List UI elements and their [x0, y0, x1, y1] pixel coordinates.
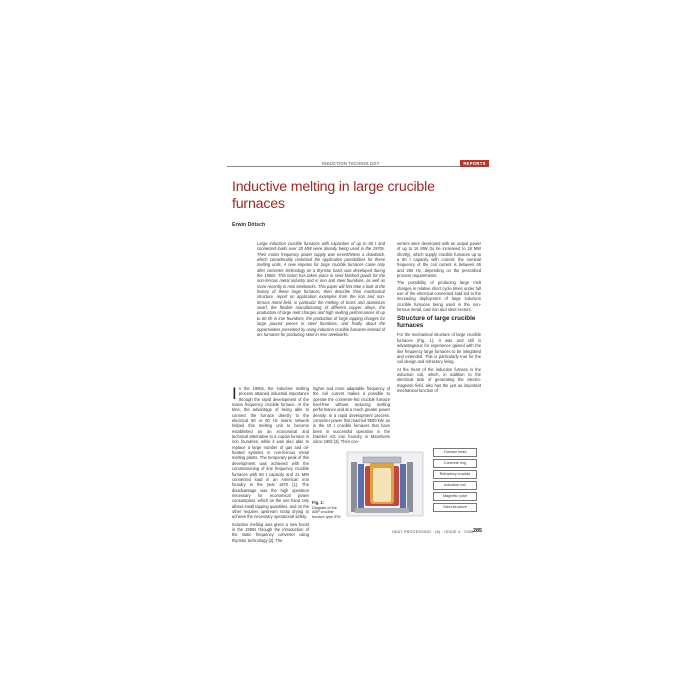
body-paragraph: The possibility of producing large melt charges in relative short cycle times under full use of the electrical connected load led to the increasing deployment of large induction crucible furnaces being used in the non-ferrous metal, cast iron and steel sectors.	[397, 280, 481, 313]
document-page	[227, 158, 489, 542]
article-title: Inductive melting in large crucible furnaces	[232, 179, 435, 212]
furnace-diagram	[345, 448, 425, 518]
body-paragraph: higher and more adaptable frequency of the coil current makes it possible to operate the converter-fed crucible furnace heel-free without reducing melting performance and at a much greater power density. In a rapid development process, converter power first reached 9500 kW, as in the 10 t crucible furnaces that have been in successful operation in the Daimler AG iron foundry in Mannheim since 1992 [3]. Then con-	[313, 386, 390, 445]
figure-label-magnetic-yoke: Magnetic yoke	[433, 492, 477, 501]
body-column-middle	[313, 386, 390, 447]
body-paragraph	[232, 386, 309, 520]
figure-label-furnace-head: Furnace head	[433, 448, 477, 457]
header-rule	[227, 166, 489, 167]
body-paragraph: Inductive melting was given a new boost in the 1980s through the introduction of the static frequency converter using thyristor technology [2]. The	[232, 521, 309, 543]
figure-label-concrete-ring: Concrete ring	[433, 459, 477, 468]
magnetic-yoke-shape	[358, 464, 364, 508]
section-heading: Structure of large crucible furnaces	[397, 315, 476, 330]
figure-caption-title: Fig. 1:	[312, 500, 325, 505]
concrete-base-shape	[355, 508, 409, 513]
furnace-head-shape	[363, 457, 401, 463]
body-text: n the 1980s, the inductive melting process attained industrial importance through the rapid development of the mains frequency crucible furnace. At the time, the advantage of being able to connect the furnace directly to the electrical 50 or 60 Hz mains network helped this melting unit to become established as an economical and technical alternative to a cupola furnace in iron foundries, while it was also able to replace a large number of gas and oil-heated systems in non-ferrous metal melting plants. The temporary peak of this development was achieved with the commissioning of line frequency crucible furnaces with 60 t capacity and 21 MW connected load in an American iron foundry in the year 1970 [1]. The disadvantage was the high operation necessary for economical power consumption, which on the one hand only allows small tapping quantities, and on the other requires upstream scrap drying to achieve the necessary operational safety.	[232, 386, 309, 520]
figure-label-steel-structure: Steel structure	[433, 503, 477, 512]
steel-structure-shape	[407, 462, 413, 512]
figure-caption-text: Diagram of the ABP crucible furnace type IFM	[312, 505, 341, 519]
figure-label-induction-coil: Induction coil	[433, 481, 477, 490]
journal-footer: HEAT PROCESSING · (6) · ISSUE 4 · 2008	[392, 530, 474, 534]
article-abstract: Large induction crucible furnaces with capacities of up to 60 t and connected loads over 20 MW were already being used in the 1970s. Their mains frequency power supply was nevertheless a drawback, which considerably restricted the application possibilities for these melting units. A new impetus for large crucible furnaces came only after converter technology on a thyristor basis was developed during the 1980s. This boom has taken place in semi-finished goods for the non-ferrous metal industry and in iron and steel foundries, as well as more recently in mini steelworks. This paper will first take a look at the history of these large furnaces, then describe their mechanical structure, report on application examples from the iron and non-ferrous metal field, in particular the melting of brass and aluminium swarf, the flexible manufacturing of different copper alloys, the production of large melt charges and high melting performances of up to 60 t/h in iron foundries, the production of large tapping charges for large poured pieces in steel foundries, and finally about the opportunities presented by using induction crucible furnaces instead of arc furnaces for producing steel in mini steelworks.	[257, 241, 385, 337]
magnetic-yoke-shape	[400, 464, 406, 508]
body-paragraph: verters were developed with an output power of up to 16 MW (to be increased to 18 MW shortly), which supply crucible furnaces up to a 60 t capacity with current; the nominal frequency of the coil current is between 65 and 250 Hz, depending on the prescribed process requirements.	[397, 241, 481, 279]
drop-cap: I	[232, 384, 237, 403]
melt-bath-shape	[373, 468, 391, 502]
section-label: INDUCTION TECHNOLOGY	[322, 161, 380, 166]
article-author: Erwin Dötsch	[232, 222, 266, 228]
figure-caption	[312, 501, 344, 519]
steel-structure-shape	[351, 462, 357, 512]
figure-label-refractory-crucible: Refractory crucible	[433, 470, 477, 479]
body-column-right	[397, 241, 481, 395]
body-paragraph: At the heart of the induction furnace is the induction coil, which, in addition to the electrical task of generating the electro-magnetic field, also has the just as important mechanical function of	[397, 366, 481, 393]
body-paragraph: For the mechanical structure of large crucible furnaces (Fig. 1), it was and still is advantageous for experience gained with the line frequency large furnaces to be integrated and extended. This is particularly true for the coil design and refractory lining.	[397, 332, 481, 365]
page-number: 285	[473, 528, 482, 534]
body-column-left	[232, 386, 309, 545]
furnace-figure	[345, 448, 489, 518]
category-badge: REPORTS	[460, 160, 489, 167]
